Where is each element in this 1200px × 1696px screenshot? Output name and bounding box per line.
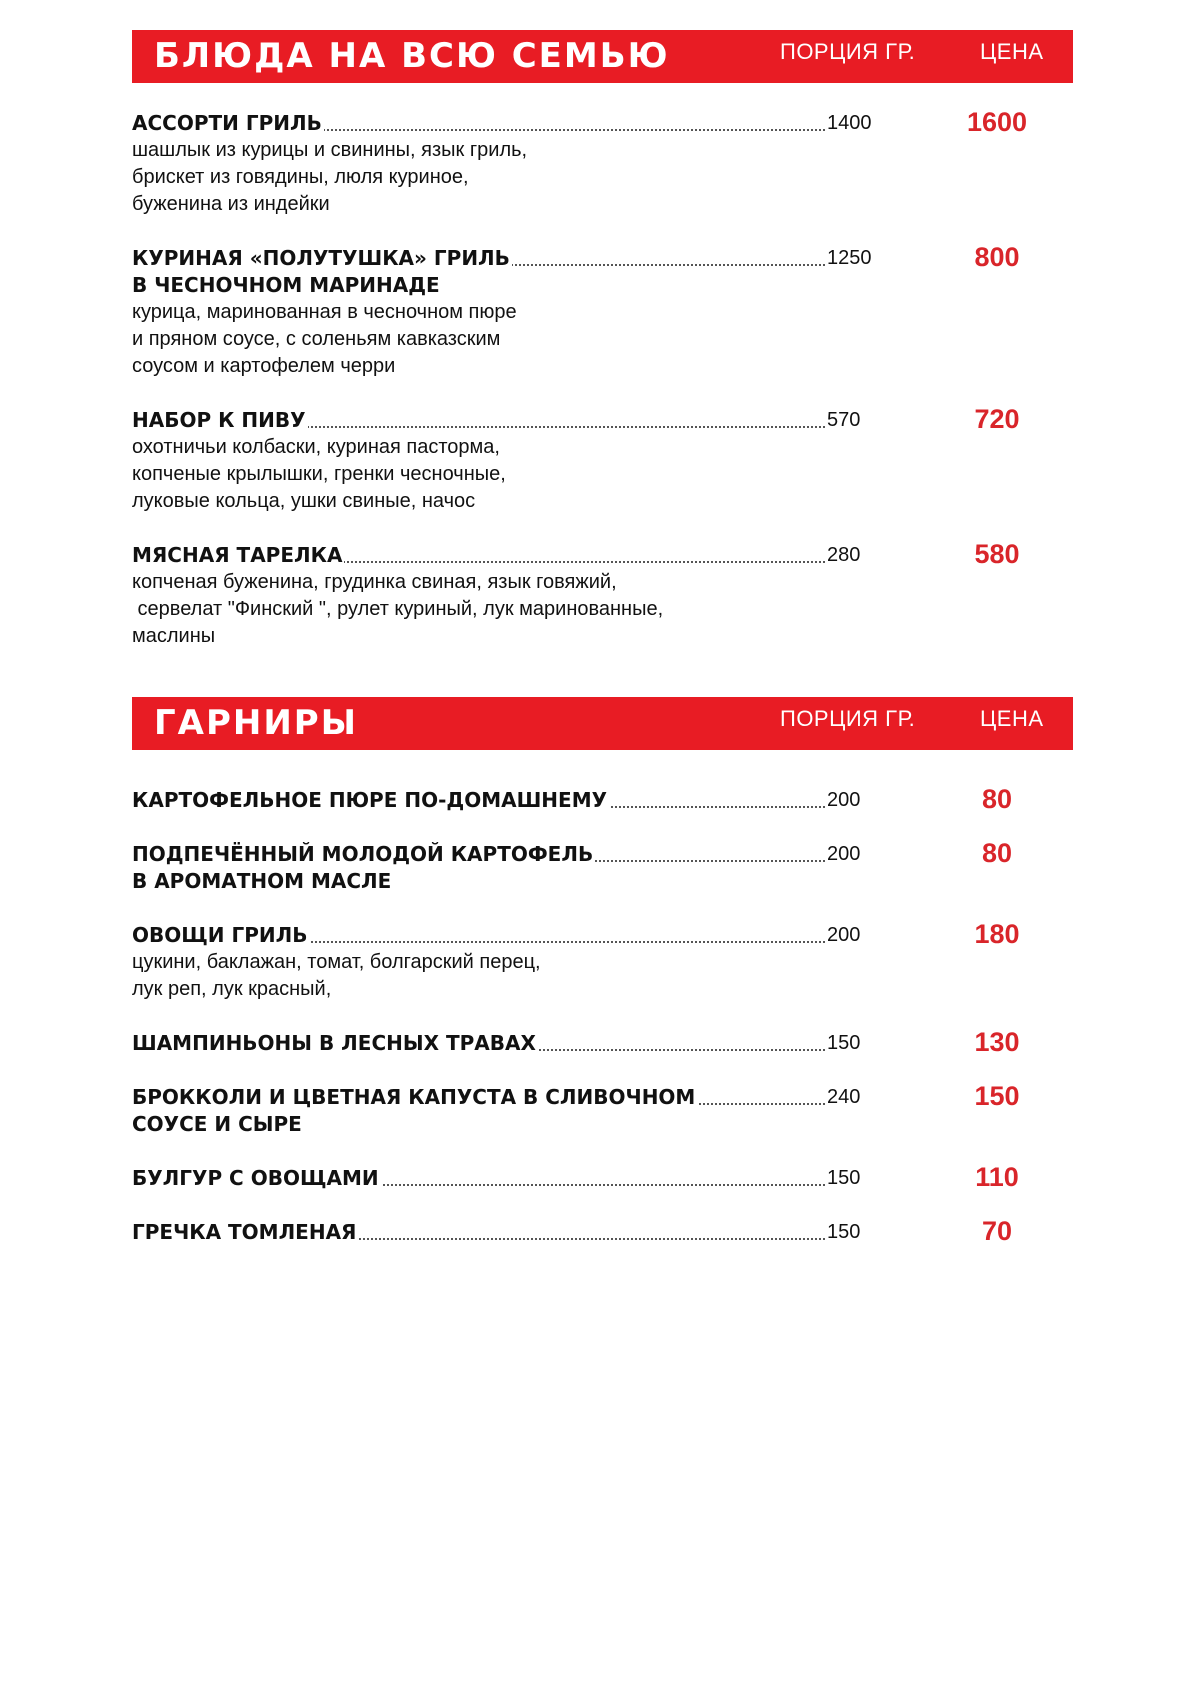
menu-item xyxy=(132,1162,1073,1192)
dish-name: НАБОР К ПИВУ xyxy=(132,408,306,432)
dish-price: 110 xyxy=(975,1162,1019,1192)
dish-name: ШАМПИНЬОНЫ В ЛЕСНЫХ ТРАВАХ xyxy=(132,1031,536,1055)
dish-portion: 200 xyxy=(827,789,861,811)
menu-item xyxy=(132,107,1073,218)
dish-price: 80 xyxy=(981,784,1013,814)
dish-name: ОВОЩИ ГРИЛЬ xyxy=(132,923,308,947)
dish-price: 70 xyxy=(981,1216,1013,1246)
menu-item-row xyxy=(132,1027,1073,1057)
dish-description-line: маслины xyxy=(132,625,216,647)
menu-item-row xyxy=(132,1216,1073,1246)
dish-name: БРОККОЛИ И ЦВЕТНАЯ КАПУСТА В СЛИВОЧНОМ xyxy=(132,1085,696,1109)
dish-description-line: копченые крылышки, гренки чесночные, xyxy=(132,463,506,485)
dish-name: БУЛГУР С ОВОЩАМИ xyxy=(132,1166,379,1190)
dish-description-line: охотничьи колбаски, куриная пасторма, xyxy=(132,436,500,458)
dish-portion: 240 xyxy=(827,1086,861,1108)
dish-portion: 150 xyxy=(827,1221,861,1243)
menu-item-row xyxy=(132,107,1073,137)
menu-list xyxy=(132,784,1073,1246)
dish-description-line: шашлык из курицы и свинины, язык гриль, xyxy=(132,139,528,161)
menu-item-row xyxy=(132,1081,1073,1111)
dish-description-line: копченая буженина, грудинка свиная, язык говяжий, xyxy=(132,571,617,593)
menu-item-row xyxy=(132,539,1073,569)
dish-name: ГРЕЧКА ТОМЛЕНАЯ xyxy=(132,1220,357,1244)
dish-description-line: луковые кольца, ушки свиные, начос xyxy=(132,490,476,512)
dish-price: 1600 xyxy=(966,107,1028,137)
menu-item-row xyxy=(132,242,1073,272)
dish-name-line2: СОУСЕ И СЫРЕ xyxy=(132,1112,302,1136)
dish-portion: 280 xyxy=(827,544,861,566)
dish-price: 130 xyxy=(974,1027,1020,1057)
section-family-dishes xyxy=(132,30,1073,677)
dish-name-line2: В АРОМАТНОМ МАСЛЕ xyxy=(132,869,392,893)
section-title: БЛЮДА НА ВСЮ СЕМЬЮ xyxy=(154,36,670,76)
dish-description-line: цукини, баклажан, томат, болгарский перец, xyxy=(132,951,541,973)
dish-description-line: буженина из индейки xyxy=(132,193,330,215)
dish-description-line: лук реп, лук красный, xyxy=(132,978,332,1000)
dish-price: 180 xyxy=(974,919,1020,949)
dish-portion: 150 xyxy=(827,1167,861,1189)
dish-name: МЯСНАЯ ТАРЕЛКА xyxy=(132,543,343,567)
dish-price: 150 xyxy=(974,1081,1020,1111)
dish-name-line2: В ЧЕСНОЧНОМ МАРИНАДЕ xyxy=(132,273,440,297)
dish-price: 80 xyxy=(981,838,1013,868)
dish-portion: 1400 xyxy=(827,112,872,134)
dish-portion: 200 xyxy=(827,843,861,865)
dish-portion: 570 xyxy=(827,409,861,431)
menu-item xyxy=(132,539,1073,650)
price-column-header: ЦЕНА xyxy=(980,706,1044,731)
menu-item-row xyxy=(132,838,1073,868)
menu-item-row xyxy=(132,919,1073,949)
dish-name: КУРИНАЯ «ПОЛУТУШКА» ГРИЛЬ xyxy=(132,246,510,270)
dish-price: 720 xyxy=(974,404,1020,434)
menu-item xyxy=(132,1027,1073,1057)
menu-item xyxy=(132,404,1073,515)
menu-item xyxy=(132,1216,1073,1246)
menu-item-row xyxy=(132,1162,1073,1192)
menu-item xyxy=(132,242,1073,380)
menu-item xyxy=(132,1081,1073,1138)
dish-name: АССОРТИ ГРИЛЬ xyxy=(132,111,322,135)
dish-description-line: и пряном соусе, с соленьям кавказским xyxy=(132,328,501,350)
dish-price: 580 xyxy=(974,539,1020,569)
dish-description-line: соусом и картофелем черри xyxy=(132,355,396,377)
section-title: ГАРНИРЫ xyxy=(154,703,358,743)
dish-description-line: курица, маринованная в чесночном пюре xyxy=(132,301,517,323)
dish-portion: 200 xyxy=(827,924,861,946)
menu-list xyxy=(132,107,1073,650)
section-banner xyxy=(132,30,1073,83)
menu-item xyxy=(132,919,1073,1003)
price-column-header: ЦЕНА xyxy=(980,39,1044,64)
dish-name: КАРТОФЕЛЬНОЕ ПЮРЕ ПО-ДОМАШНЕМУ xyxy=(132,788,608,812)
menu-item xyxy=(132,784,1073,814)
section-banner xyxy=(132,697,1073,750)
menu-item-row xyxy=(132,404,1073,434)
portion-column-header: ПОРЦИЯ ГР. xyxy=(780,39,916,64)
dish-description-line: сервелат "Финский ", рулет куриный, лук маринованные, xyxy=(132,598,664,620)
menu-item-row xyxy=(132,784,1073,814)
dish-description-line: брискет из говядины, люля куриное, xyxy=(132,166,469,188)
menu-item xyxy=(132,838,1073,895)
dish-portion: 150 xyxy=(827,1032,861,1054)
dish-portion: 1250 xyxy=(827,247,872,269)
portion-column-header: ПОРЦИЯ ГР. xyxy=(780,706,916,731)
dish-price: 800 xyxy=(974,242,1020,272)
section-sides xyxy=(132,697,1073,1273)
dish-name: ПОДПЕЧЁННЫЙ МОЛОДОЙ КАРТОФЕЛЬ xyxy=(132,842,594,866)
